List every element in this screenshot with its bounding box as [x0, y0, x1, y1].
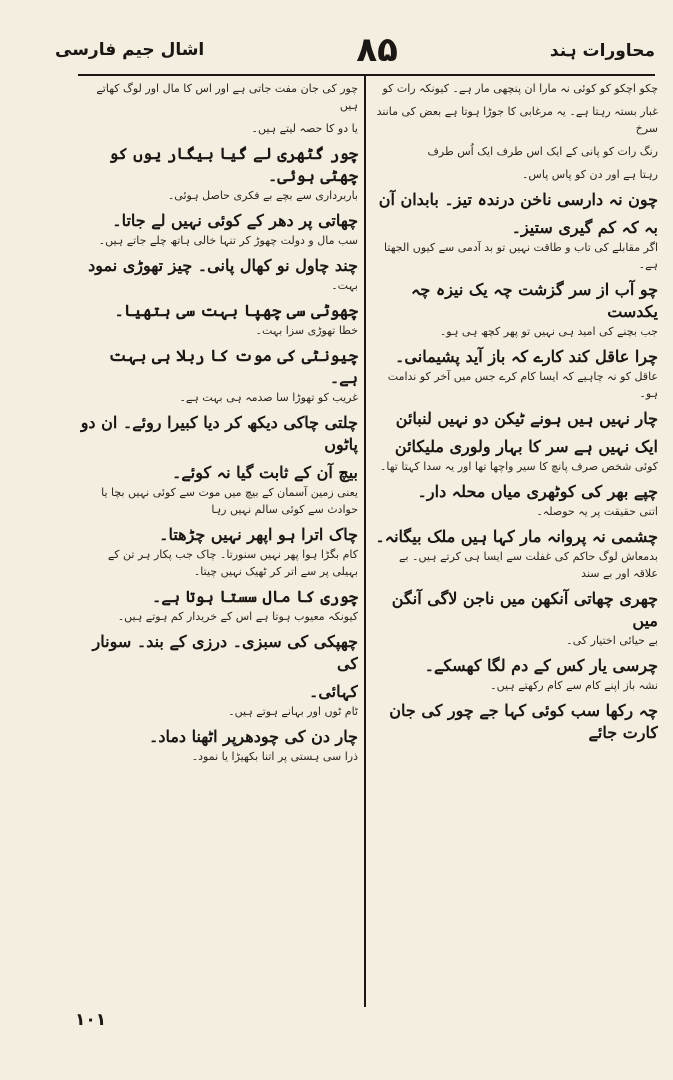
proverb-explanation: بے حیائی اختیار کی۔ — [566, 634, 658, 647]
proverb-explanation: چور کی جان مفت جاتی ہے اور اس کا مال اور لوگ کھاتے ہیں — [96, 82, 358, 112]
proverb-heading: چیونٹی کی موت کا ربلا ہی بہت ہے۔ — [108, 346, 358, 387]
proverb-heading: چون نہ دارسی ناخن درندہ تیز۔ بابدان آن — [378, 190, 658, 209]
header-page-number: ۸۵ — [356, 30, 398, 70]
proverb-entry — [80, 631, 358, 675]
proverb-explanation: کام بگڑا ہوا پھر نہیں سنورتا۔ چاک جب پکار ہر تن کے بہیلی پر سے اتر کر ٹھیک نہیں چیتا۔ — [107, 548, 358, 578]
proverb-heading: چو آب از سر گزشت چہ یک نیزہ چہ یکدست — [411, 280, 658, 321]
header-right-title: محاورات ہند — [549, 40, 655, 61]
proverb-entry — [372, 481, 658, 520]
proverb-heading: چشمی نہ پروانہ مار کہا ہیں ملک بیگانہ۔ — [375, 527, 658, 546]
proverb-entry — [372, 217, 658, 273]
proverb-explanation: رنگ رات کو پانی کے ایک اس طرف ایک اُس طرف — [427, 145, 658, 158]
left-column — [80, 80, 358, 1002]
proverb-explanation: بدمعاش لوگ حاکم کی غفلت سے ایسا ہی کرتے ہیں۔ بے علاقہ اور بے سند — [399, 550, 658, 580]
proverb-entry — [372, 279, 658, 340]
proverb-heading: چلتی چاکی دیکھ کر دیا کبیرا روئے۔ ان دو پاٹوں — [80, 413, 358, 454]
header-rule — [78, 74, 655, 76]
proverb-entry — [80, 300, 358, 339]
proverb-explanation: نشہ باز اپنے کام سے کام رکھتے ہیں۔ — [490, 679, 658, 692]
proverb-explanation: اگر مقابلے کی تاب و طاقت نہیں تو بد آدمی سے کیوں الجھتا ہے۔ — [384, 241, 658, 271]
proverb-entry — [372, 526, 658, 582]
proverb-entry — [372, 700, 658, 744]
proverb-explanation: عاقل کو نہ چاہیے کہ ایسا کام کرے جس میں آخر کو ندامت ہو۔ — [387, 370, 658, 400]
proverb-heading: کہائی۔ — [308, 682, 358, 701]
proverb-heading: چرا عاقل کند کارے کہ باز آید پشیمانی۔ — [395, 347, 658, 366]
proverb-heading: چند چاول نو کھال پانی۔ چیز تھوڑی نمود — [88, 256, 358, 275]
proverb-entry — [80, 143, 358, 204]
proverb-entry — [80, 120, 358, 137]
proverb-explanation: غبار بستہ رہتا ہے۔ یہ مرغابی کا جوڑا ہوتا ہے بعض کی مانند سرخ — [376, 105, 658, 135]
proverb-entry — [80, 80, 358, 114]
proverb-entry — [372, 588, 658, 649]
right-column — [372, 80, 658, 1002]
proverb-heading: چھپکی کی سبزی۔ درزی کے بند۔ سونار کی — [92, 632, 358, 673]
proverb-explanation: خطا تھوڑی سزا بہت۔ — [255, 324, 358, 337]
proverb-entry — [372, 189, 658, 211]
proverb-explanation: جب بچنے کی امید ہی نہیں تو پھر کچھ ہی ہو۔ — [439, 325, 658, 338]
proverb-heading: چھاتی پر دھر کے کوئی نہیں لے جاتا۔ — [112, 211, 358, 230]
header-left-title: اشال جیم فارسی — [55, 40, 205, 60]
proverb-entry — [80, 524, 358, 580]
proverb-heading: چھوٹی سی چھپا بہت سی ہتھیا۔ — [114, 301, 358, 320]
proverb-heading: چرسی یار کس کے دم لگا کھسکے۔ — [424, 656, 658, 675]
page-header — [55, 28, 655, 72]
proverb-heading: بیچ آن کے ثابت گیا نہ کوئے۔ — [172, 463, 358, 482]
proverb-heading: ایک نہیں ہے سر کا بہار ولوری ملیکائن — [394, 437, 658, 456]
proverb-entry — [80, 345, 358, 406]
proverb-explanation: کیونکہ معیوب ہوتا ہے اس کے خریدار کم ہوتے ہیں۔ — [117, 610, 358, 623]
column-divider — [364, 74, 366, 1007]
proverb-entry — [80, 586, 358, 625]
proverb-explanation: یعنی زمین آسمان کے بیچ میں موت سے کوئی نہیں بچا یا حوادث سے کوئی سالم نہیں رہا — [101, 486, 358, 516]
proverb-explanation: رہتا ہے اور دن کو پاس پاس۔ — [521, 168, 658, 181]
proverb-explanation: ذرا سی ہستی پر اتنا بکھیڑا یا نمود۔ — [191, 750, 358, 763]
proverb-entry — [80, 681, 358, 720]
proverb-heading: چپے بھر کی کوٹھری میاں محلہ دار۔ — [417, 482, 658, 501]
proverb-heading: چوری کا مال سستا ہوتا ہے۔ — [152, 587, 358, 606]
proverb-explanation: باربرداری سے بچے بے فکری حاصل ہوئی۔ — [167, 189, 358, 202]
proverb-heading: چور گٹھری لے گیا بیگار یوں کو چھٹی ہوئی۔ — [108, 144, 358, 185]
proverb-entry — [80, 462, 358, 518]
proverb-entry — [372, 103, 658, 137]
proverb-explanation: غریب کو تھوڑا سا صدمہ ہی بہت ہے۔ — [179, 391, 358, 404]
proverb-entry — [372, 655, 658, 694]
proverb-heading: چار دن کی چودھرپر اٹھنا دماد۔ — [148, 727, 358, 746]
proverb-explanation: چکو اچکو کو کوئی نہ مارا ان پنچھی مار ہے۔ کیونکہ رات کو — [382, 82, 658, 95]
proverb-entry — [372, 143, 658, 160]
proverb-heading: چہ رکھا سب کوئی کہا جے چور کی جان کارت جائے — [389, 701, 658, 742]
proverb-entry — [372, 166, 658, 183]
footer-page-number: ۱۰۱ — [75, 1010, 107, 1030]
proverb-explanation: یا دو کا حصہ لیتے ہیں۔ — [251, 122, 358, 135]
proverb-explanation: ٹام ٹوں اور بہانے ہوتے ہیں۔ — [228, 705, 358, 718]
proverb-explanation: اتنی حقیقت پر یہ حوصلہ۔ — [536, 505, 658, 518]
proverb-heading: چار نہیں ہیں ہونے ٹیکن دو نہیں لنبائن — [395, 409, 658, 428]
proverb-heading: چاک اترا ہو اپھر نہیں چڑھتا۔ — [159, 525, 358, 544]
proverb-entry — [372, 346, 658, 402]
proverb-heading: بہ کہ کم گیری ستیز۔ — [511, 218, 658, 237]
proverb-explanation: سب مال و دولت چھوڑ کر تنہا خالی ہاتھ چلے جاتے ہیں۔ — [98, 234, 358, 247]
proverb-entry — [80, 255, 358, 294]
proverb-entry — [372, 80, 658, 97]
proverb-entry — [372, 436, 658, 475]
proverb-entry — [372, 408, 658, 430]
proverb-entry — [80, 412, 358, 456]
proverb-heading: چھری چھاتی آنکھن میں ناجن لاگی آنگن میں — [391, 589, 658, 630]
proverb-entry — [80, 726, 358, 765]
proverb-explanation: بہت۔ — [331, 279, 358, 292]
proverb-entry — [80, 210, 358, 249]
proverb-explanation: کوئی شخص صرف پانچ کا سیر واچھا تھا اور یہ سدا کہتا تھا۔ — [379, 460, 658, 473]
